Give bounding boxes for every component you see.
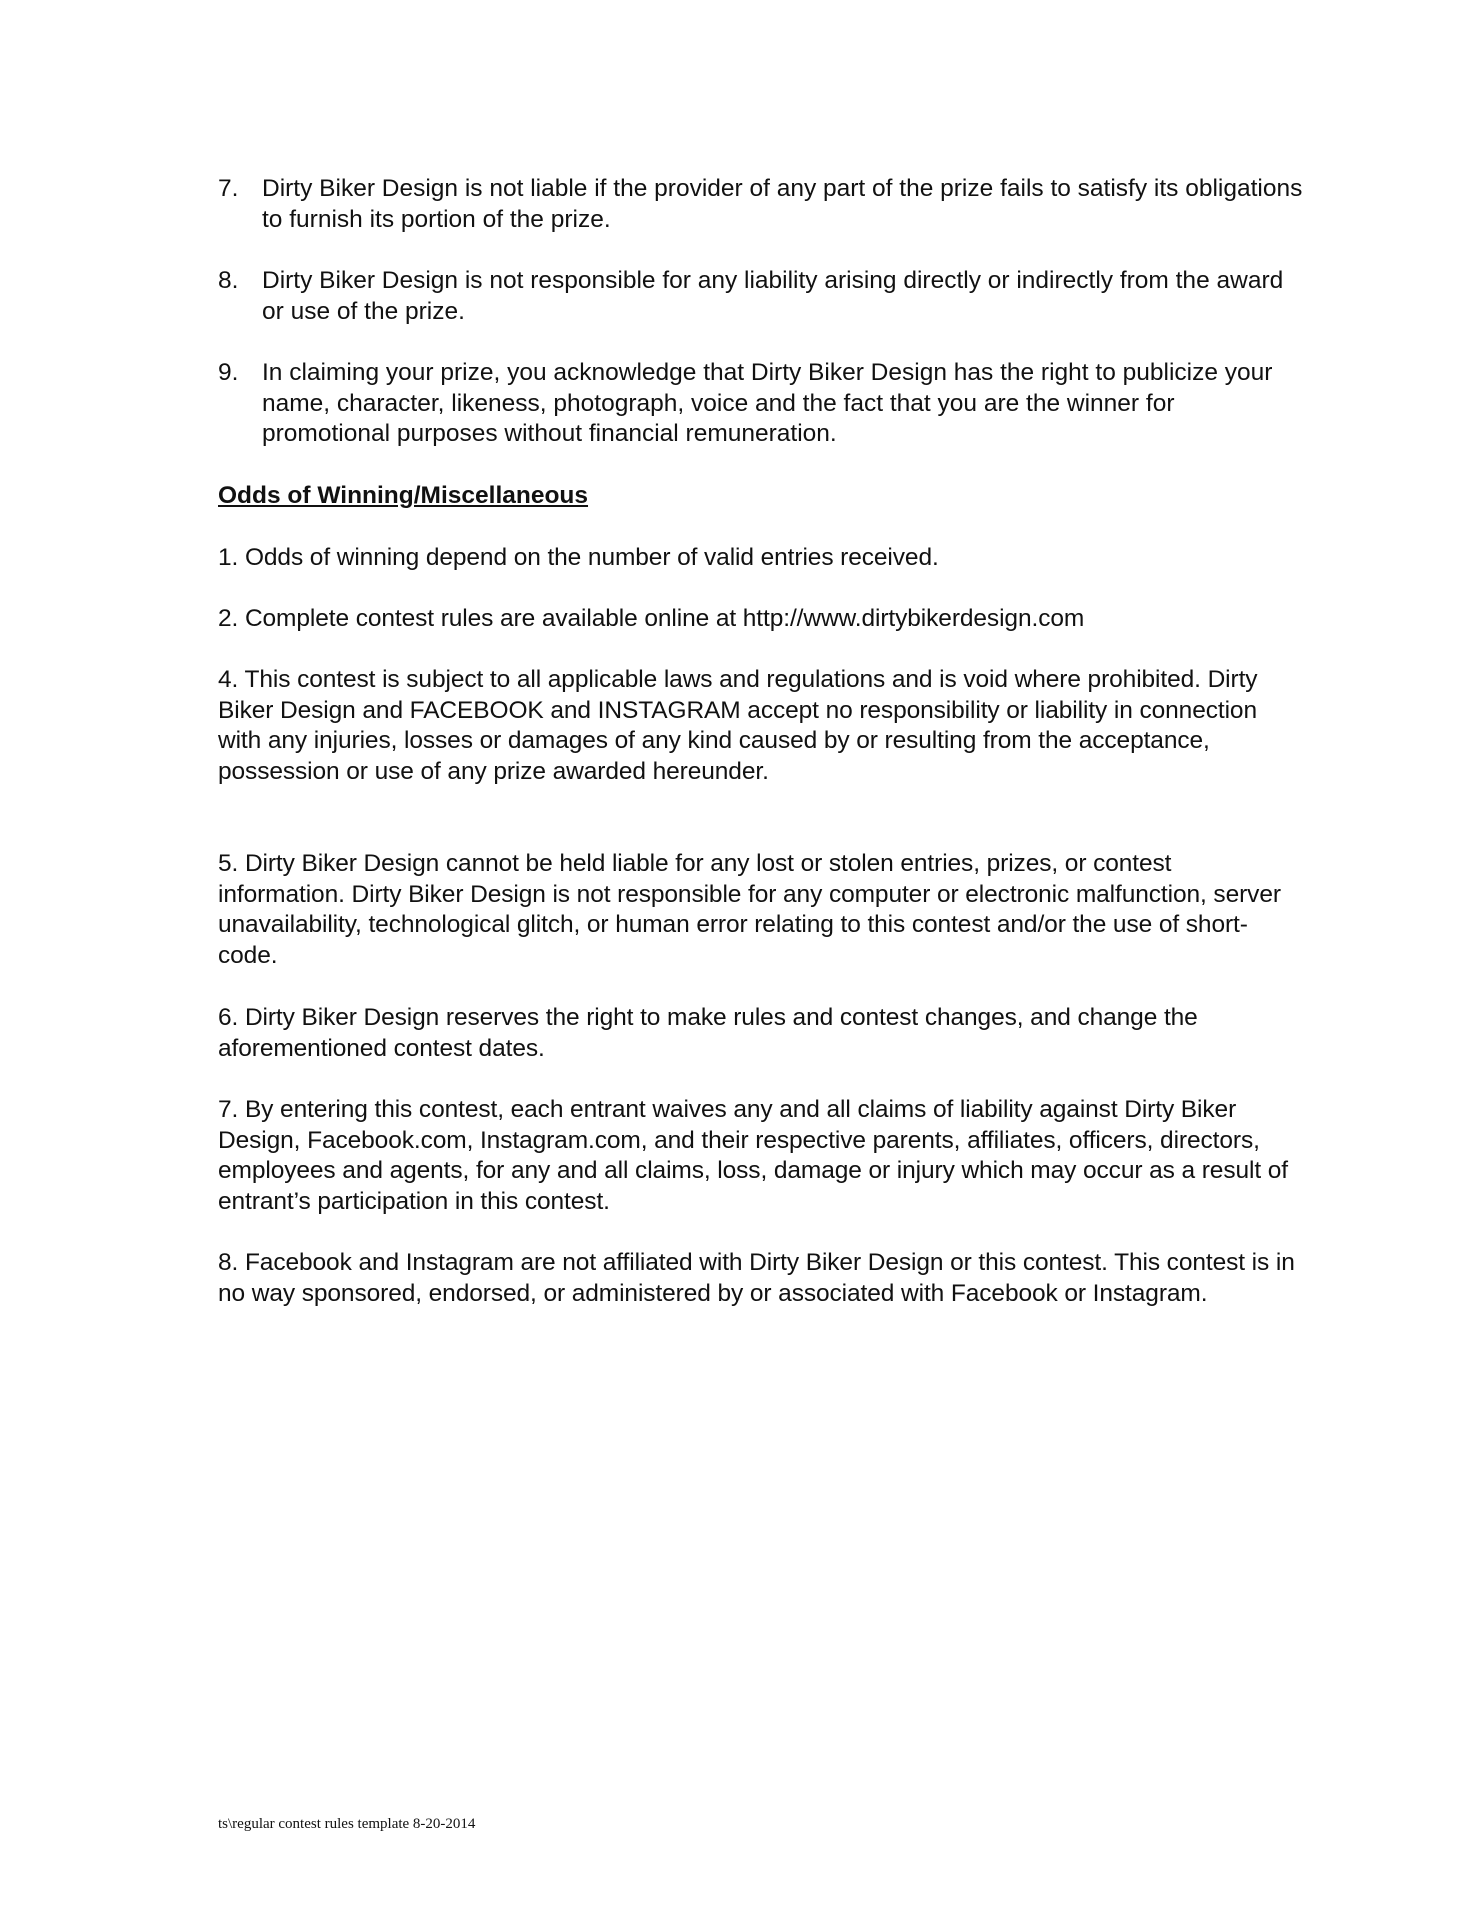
misc-rule-item: 4. This contest is subject to all applicable laws and regulations and is void where prohibited. Dirty Biker Design and FACEBOOK and INSTAGRAM accept no responsibility or liability in connection with any injuries, losses or damages of any kind caused by or resulting from the acceptance, possession or use of any prize awarded hereunder. bbox=[218, 666, 1258, 786]
misc-rule-item: 8. Facebook and Instagram are not affiliated with Dirty Biker Design or this contest. This contest is in no way sponsored, endorsed, or administered by or associated with Facebook or Instagram. bbox=[218, 1249, 1295, 1307]
item-number: 8. bbox=[218, 267, 239, 294]
misc-rule-item: 2. Complete contest rules are available online at http://www.dirtybikerdesign.com bbox=[218, 605, 1085, 632]
section-heading: Odds of Winning/Miscellaneous bbox=[218, 482, 589, 509]
misc-rule-item: 7. By entering this contest, each entrant waives any and all claims of liability against Dirty Biker Design, Facebook.com, Instagram.com, and their respective parents, affiliates, officers, directors, employees and agents, for any and all claims, loss, damage or injury which may occur as a result of entrant’s participation in this contest. bbox=[218, 1096, 1288, 1216]
item-number: 9. bbox=[218, 359, 239, 386]
misc-rule-item: 1. Odds of winning depend on the number of valid entries received. bbox=[218, 544, 939, 571]
item-text: Dirty Biker Design is not responsible for any liability arising directly or indirectly from the award or use of the prize. bbox=[262, 267, 1284, 325]
prize-rule-item bbox=[218, 174, 1308, 235]
prize-rule-item bbox=[218, 358, 1308, 450]
misc-rule-item: 6. Dirty Biker Design reserves the right to make rules and contest changes, and change the aforementioned contest dates. bbox=[218, 1004, 1198, 1062]
document-footer: ts\regular contest rules template 8-20-2014 bbox=[218, 1816, 476, 1832]
prize-rule-item bbox=[218, 266, 1308, 327]
item-text: Dirty Biker Design is not liable if the provider of any part of the prize fails to satisfy its obligations to furnish its portion of the prize. bbox=[262, 175, 1303, 233]
misc-rule-item: 5. Dirty Biker Design cannot be held liable for any lost or stolen entries, prizes, or contest information. Dirty Biker Design is not responsible for any computer or electronic malfunction, server unavailability, technological glitch, or human error relating to this contest and/or the use of short-code. bbox=[218, 850, 1281, 970]
item-text: In claiming your prize, you acknowledge that Dirty Biker Design has the right to publicize your name, character, likeness, photograph, voice and the fact that you are the winner for promotional purposes without financial remuneration. bbox=[262, 359, 1273, 448]
item-number: 7. bbox=[218, 175, 239, 202]
